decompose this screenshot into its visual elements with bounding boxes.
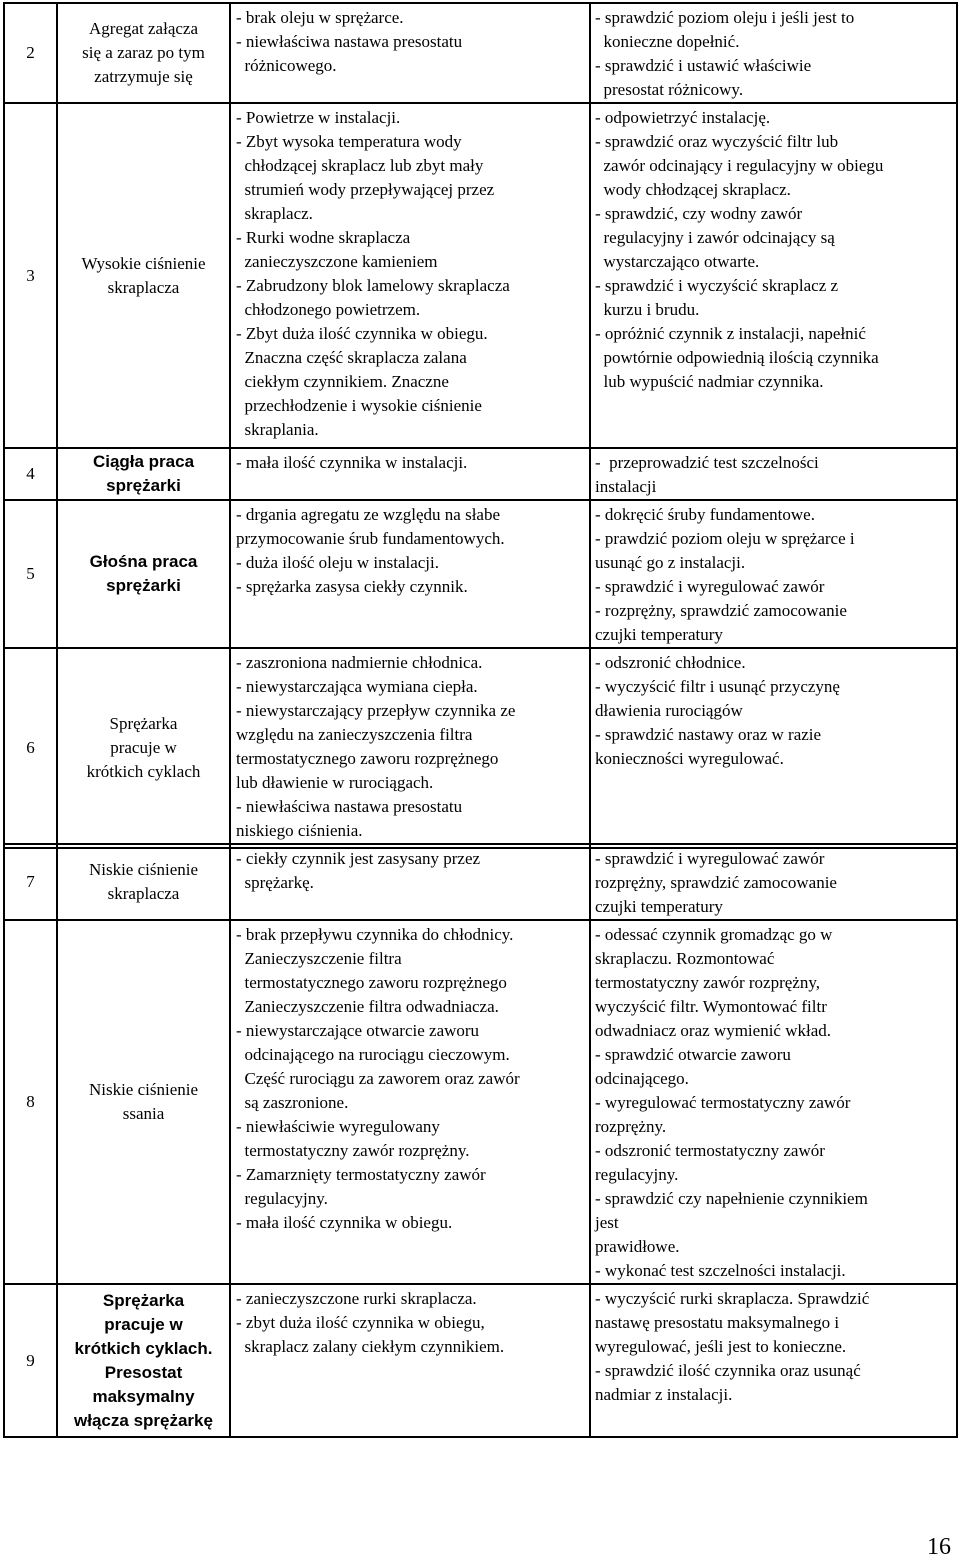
row-number: 7	[4, 844, 57, 920]
fault-line: skraplacza	[107, 884, 180, 903]
fix-line: konieczności wyregulować.	[595, 749, 784, 768]
table-row	[4, 1284, 957, 1437]
cause-line: termostatycznego zaworu rozprężnego	[236, 973, 507, 992]
cause-line: sprężarkę.	[236, 873, 314, 892]
fix-line: czujki temperatury	[595, 625, 723, 644]
fix-line: skraplaczu. Rozmontować	[595, 949, 775, 968]
fix-line: odcinającego.	[595, 1069, 689, 1088]
fault-line: Presostat	[104, 1362, 183, 1382]
cause-line: - niewłaściwa nastawa presostatu	[236, 32, 463, 51]
cause-line: - niewłaściwa nastawa presostatu	[236, 797, 463, 816]
fix-line: - wyczyścić rurki skraplacza. Sprawdzić	[595, 1289, 870, 1308]
cause-line: - duża ilość oleju w instalacji.	[236, 553, 439, 572]
cause-line: odcinającego na rurociągu cieczowym.	[236, 1045, 510, 1064]
row-number: 5	[4, 500, 57, 648]
fault-line: Ciągła praca	[92, 452, 195, 471]
fix-line: rozprężny.	[595, 1117, 667, 1136]
fix-line: - rozprężny, sprawdzić zamocowanie	[595, 601, 847, 620]
fault-line: Wysokie ciśnienie	[81, 253, 206, 273]
cause-cell	[230, 648, 590, 848]
fix-line: - sprawdzić poziom oleju i jeśli jest to	[595, 8, 855, 27]
table-row	[4, 103, 957, 448]
cause-line: - niewystarczający przepływ czynnika ze	[236, 701, 516, 720]
cause-line: - Rurki wodne skraplacza	[236, 228, 411, 247]
cause-line: - brak oleju w sprężarce.	[236, 8, 404, 27]
troubleshooting-table-bottom	[3, 843, 958, 1438]
table-row	[4, 448, 957, 500]
fault-line: Sprężarka	[102, 1290, 185, 1310]
fix-line: - opróżnić czynnik z instalacji, napełnić	[595, 324, 866, 343]
fix-line: lub wypuścić nadmiar czynnika.	[595, 372, 824, 391]
cause-cell	[230, 500, 590, 648]
fix-line: nastawę presostatu maksymalnego i	[595, 1313, 840, 1332]
cause-line: - zanieczyszczone rurki skraplacza.	[236, 1289, 477, 1308]
cause-line: - Zbyt duża ilość czynnika w obiegu.	[236, 324, 488, 343]
fault-cell	[57, 500, 230, 648]
fault-line: Niskie ciśnienie	[88, 860, 199, 879]
row-number: 4	[4, 448, 57, 500]
fix-cell	[590, 103, 957, 448]
cause-line: - zaszroniona nadmiernie chłodnica.	[236, 653, 483, 672]
fix-line: dławienia rurociągów	[595, 701, 743, 720]
fix-line: jest	[595, 1213, 619, 1232]
fix-line: - sprawdzić otwarcie zaworu	[595, 1045, 791, 1064]
table-row	[4, 500, 957, 648]
cause-line: - Powietrze w instalacji.	[236, 108, 401, 127]
cause-line: termostatycznego zaworu rozprężnego	[236, 749, 499, 768]
cause-line: względu na zanieczyszczenia filtra	[236, 725, 473, 744]
fault-cell	[57, 1284, 230, 1437]
fault-line: Głośna praca	[89, 552, 198, 571]
fault-line: się a zaraz po tym	[82, 43, 205, 62]
fault-line: skraplacza	[107, 277, 180, 297]
fix-line: - sprawdzić i wyregulować zawór	[595, 577, 825, 596]
cause-line: - drgania agregatu ze względu na słabe	[236, 505, 501, 524]
fix-line: czujki temperatury	[595, 897, 723, 916]
page-number: 16	[927, 1534, 951, 1560]
fault-line: sprężarki	[106, 476, 181, 495]
fix-line: wyregulować, jeśli jest to konieczne.	[595, 1337, 847, 1356]
fix-cell	[590, 920, 957, 1284]
fix-line: wyczyścić filtr. Wymontować filtr	[595, 997, 827, 1016]
cause-line: chłodzonego powietrzem.	[236, 300, 421, 319]
fix-line: kurzu i brudu.	[595, 300, 700, 319]
fix-line: regulacyjny.	[595, 1165, 679, 1184]
fix-line: - odessać czynnik gromadząc go w	[595, 925, 833, 944]
cause-line: przechłodzenie i wysokie ciśnienie	[236, 396, 482, 415]
cause-line: różnicowego.	[236, 56, 337, 75]
cause-line: regulacyjny.	[236, 1189, 328, 1208]
fix-line: - sprawdzić i ustawić właściwie	[595, 56, 812, 75]
cause-line: przymocowanie śrub fundamentowych.	[236, 529, 505, 548]
fault-line: ssania	[122, 1104, 165, 1123]
cause-cell	[230, 1284, 590, 1437]
cause-cell	[230, 3, 590, 103]
fault-line: maksymalny	[92, 1386, 195, 1406]
fix-line: nadmiar z instalacji.	[595, 1385, 733, 1404]
fault-line: włącza sprężarkę	[74, 1410, 213, 1430]
fix-line: - prawdzić poziom oleju w sprężarce i	[595, 529, 855, 548]
cause-line: - mała ilość czynnika w instalacji.	[236, 453, 468, 472]
fix-line: usunąć go z instalacji.	[595, 553, 746, 572]
fault-line: Niskie ciśnienie	[88, 1080, 199, 1099]
row-number: 3	[4, 103, 57, 448]
fault-line: Agregat załącza	[89, 19, 198, 38]
cause-line: skraplacz.	[236, 204, 313, 223]
row-number: 2	[4, 3, 57, 103]
cause-line: - Zamarznięty termostatyczny zawór	[236, 1165, 486, 1184]
fix-line: - odszronić chłodnice.	[595, 653, 746, 672]
fix-line: - sprawdzić ilość czynnika oraz usunąć	[595, 1361, 861, 1380]
cause-line: termostatyczny zawór rozprężny.	[236, 1141, 470, 1160]
table-row	[4, 648, 957, 848]
fix-line: - sprawdzić i wyregulować zawór	[595, 849, 825, 868]
fault-cell	[57, 648, 230, 848]
fix-line: - sprawdzić, czy wodny zawór	[595, 204, 803, 223]
fix-cell	[590, 500, 957, 648]
table-row	[4, 3, 957, 103]
fix-line: - przeprowadzić test szczelności	[595, 453, 819, 472]
table-row	[4, 920, 957, 1284]
fix-cell	[590, 648, 957, 848]
cause-line: strumień wody przepływającej przez	[236, 180, 495, 199]
table-row	[4, 844, 957, 920]
cause-line: Znaczna część skraplacza zalana	[236, 348, 467, 367]
cause-line: chłodzącej skraplacz lub zbyt mały	[236, 156, 484, 175]
cause-line: zanieczyszczone kamieniem	[236, 252, 438, 271]
fault-line: pracuje w	[110, 738, 177, 757]
cause-line: - niewystarczające otwarcie zaworu	[236, 1021, 480, 1040]
fix-line: konieczne dopełnić.	[595, 32, 740, 51]
troubleshooting-table-top	[3, 2, 958, 849]
cause-line: - ciekły czynnik jest zasysany przez	[236, 849, 481, 868]
cause-line: Część rurociągu za zaworem oraz zawór	[236, 1069, 520, 1088]
fix-line: - sprawdzić i wyczyścić skraplacz z	[595, 276, 839, 295]
cause-line: - sprężarka zasysa ciekły czynnik.	[236, 577, 468, 596]
fix-line: odwadniacz oraz wymienić wkład.	[595, 1021, 832, 1040]
fault-line: krótkich cyklach	[86, 762, 201, 781]
cause-line: skraplacz zalany ciekłym czynnikiem.	[236, 1337, 505, 1356]
fix-line: regulacyjny i zawór odcinający są	[595, 228, 835, 247]
fix-line: rozprężny, sprawdzić zamocowanie	[595, 873, 837, 892]
fault-cell	[57, 3, 230, 103]
fix-line: wystarczająco otwarte.	[595, 252, 760, 271]
fault-line: sprężarki	[106, 576, 181, 595]
fix-line: - sprawdzić nastawy oraz w razie	[595, 725, 822, 744]
fix-line: - wykonać test szczelności instalacji.	[595, 1261, 846, 1280]
fault-line: pracuje w	[104, 1314, 183, 1334]
fault-cell	[57, 920, 230, 1284]
fix-line: powtórnie odpowiednią ilością czynnika	[595, 348, 879, 367]
cause-cell	[230, 844, 590, 920]
cause-line: ciekłym czynnikiem. Znaczne	[236, 372, 449, 391]
fault-cell	[57, 103, 230, 448]
row-number: 8	[4, 920, 57, 1284]
fault-line: zatrzymuje się	[94, 67, 193, 86]
fix-line: zawór odcinający i regulacyjny w obiegu	[595, 156, 884, 175]
fix-line: termostatyczny zawór rozprężny,	[595, 973, 820, 992]
row-number: 9	[4, 1284, 57, 1437]
cause-line: - Zbyt wysoka temperatura wody	[236, 132, 462, 151]
cause-line: - zbyt duża ilość czynnika w obiegu,	[236, 1313, 485, 1332]
cause-line: skraplania.	[236, 420, 319, 439]
fix-cell	[590, 3, 957, 103]
cause-line: - niewłaściwie wyregulowany	[236, 1117, 440, 1136]
fault-cell	[57, 448, 230, 500]
fix-line: instalacji	[595, 477, 657, 496]
cause-cell	[230, 920, 590, 1284]
cause-line: lub dławienie w rurociągach.	[236, 773, 434, 792]
cause-cell	[230, 448, 590, 500]
fix-line: - wyregulować termostatyczny zawór	[595, 1093, 851, 1112]
cause-line: - Zabrudzony blok lamelowy skraplacza	[236, 276, 510, 295]
cause-line: Zanieczyszczenie filtra	[236, 949, 402, 968]
fault-line: Sprężarka	[109, 714, 178, 733]
cause-line: niskiego ciśnienia.	[236, 821, 363, 840]
cause-line: Zanieczyszczenie filtra odwadniacza.	[236, 997, 499, 1016]
fix-line: - dokręcić śruby fundamentowe.	[595, 505, 815, 524]
fix-line: wody chłodzącej skraplacz.	[595, 180, 791, 199]
fix-line: - sprawdzić oraz wyczyścić filtr lub	[595, 132, 839, 151]
fix-line: presostat różnicowy.	[595, 80, 744, 99]
fix-line: - sprawdzić czy napełnienie czynnikiem	[595, 1189, 868, 1208]
fault-line: krótkich cyklach.	[74, 1338, 213, 1358]
cause-line: - niewystarczająca wymiana ciepła.	[236, 677, 478, 696]
fix-cell	[590, 844, 957, 920]
fix-line: - odpowietrzyć instalację.	[595, 108, 771, 127]
fix-line: - wyczyścić filtr i usunąć przyczynę	[595, 677, 840, 696]
cause-line: - mała ilość czynnika w obiegu.	[236, 1213, 453, 1232]
fix-line: prawidłowe.	[595, 1237, 680, 1256]
fix-cell	[590, 1284, 957, 1437]
fix-cell	[590, 448, 957, 500]
fault-cell	[57, 844, 230, 920]
row-number: 6	[4, 648, 57, 848]
cause-line: są zaszronione.	[236, 1093, 349, 1112]
cause-cell	[230, 103, 590, 448]
cause-line: - brak przepływu czynnika do chłodnicy.	[236, 925, 514, 944]
fix-line: - odszronić termostatyczny zawór	[595, 1141, 825, 1160]
